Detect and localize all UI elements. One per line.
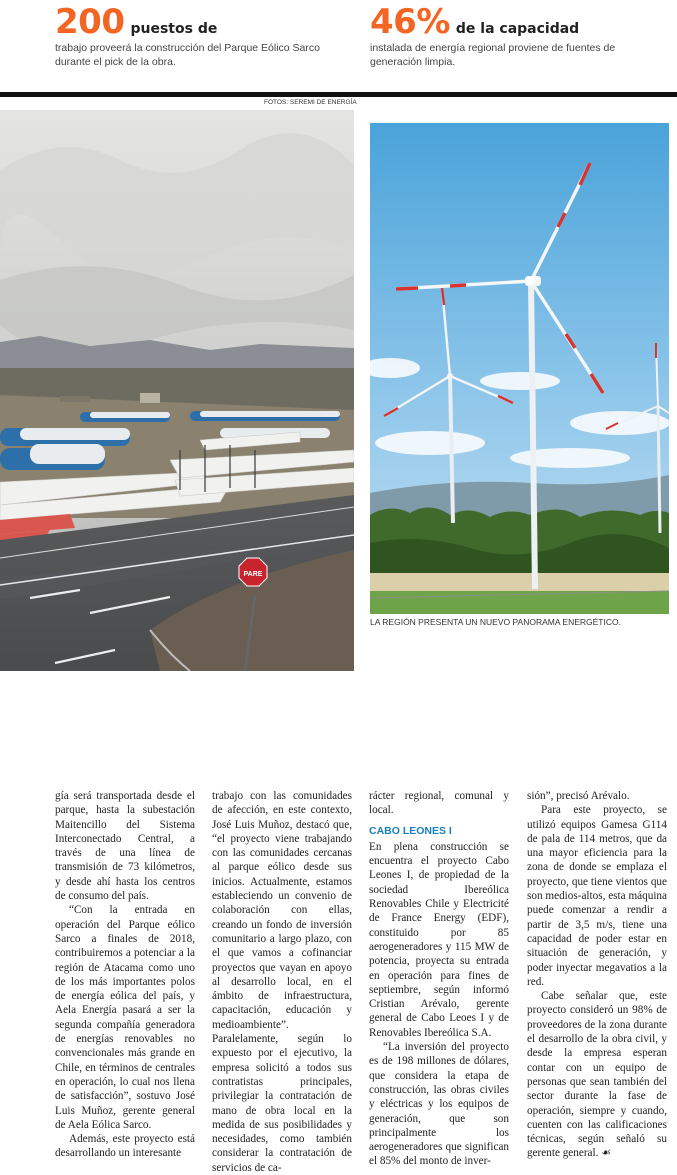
- article-column-4: [527, 789, 667, 1161]
- section-heading: CABO LEONES I: [369, 824, 452, 837]
- paragraph: Cabe señalar que, este proyecto consideró un 98% de proveedores de la zona durante el desarrollo de la obra civil, y desde la empresa esperan contar con un equipo de personas que sean también del sector durante la fase de operación, siempre y cuando, cuenten con las calificaciones técnicas, según señaló su gerente general. ☙: [527, 990, 667, 1160]
- paragraph: sión”, precisó Arévalo.: [527, 790, 630, 802]
- photo-illustration: [0, 110, 354, 671]
- article-column-1: [55, 789, 195, 1161]
- article-column-3: [369, 789, 509, 1169]
- paragraph: trabajo con las comunidades de afección, en este contexto, José Luis Muñoz, destacó que, “el proyecto viene trabajando con las comunidades cercanas al parque eólico desde sus inicios. Actualmente, estamos estableciendo un convenio de colaboración con ellas, creando un fondo de inversión comunitario a largo plazo, con el que vamos a cofinanciar proyectos que vayan en apoyo al desarrollo local, en el ámbito de infraestructura, capacitación, educación y medioambiente”. Paralelamente, según lo expuesto por el ejecutivo, la empresa solicitó a todos sus contratistas principales, privilegiar la contratación de mano de obra local en la medida de sus posibilidades y necesidades, como también considerar la contratación de servicios de ca-: [212, 790, 352, 1174]
- stat-lead: de la capacidad: [455, 21, 580, 37]
- stat-capacity: [370, 4, 670, 69]
- photo-credit: FOTOS: SEREMI DE ENERGÍA: [264, 99, 357, 106]
- stat-description: trabajo proveerá la construcción del Parque Eólico Sarco durante el pick de la obra.: [55, 42, 320, 68]
- paragraph: Además, este proyecto está desarrollando un interesante: [55, 1133, 195, 1160]
- paragraph: En plena construcción se encuentra el proyecto Cabo Leones I, de propiedad de la sociedad Ibereólica Renovables Chile y Electricité de France Energy (EDF), constituido por 85 aerogeneradores y 115 MW de potencia, proyecta su entrada en operación para fines de septiembre, según informó Cristian Arévalo, gerente general de Cabo Leoes I y de Renovables Ibereólica S.A.: [369, 840, 509, 1039]
- paragraph: Para este proyecto, se utilizó equipos Gamesa G114 de pala de 114 metros, que da una mayor eficiencia para la zona de donde se emplaza el proyecto, que tiene vientos que son medios-altos, esta máquina puede comenzar a rendir a partir de 3,5 m/s, tiene una capacidad de poder estar en situación de generación, y poder inyectar megavatios a la red.: [527, 804, 667, 988]
- photo-caption: LA REGIÓN PRESENTA UN NUEVO PANORAMA ENERGÉTICO.: [370, 617, 621, 627]
- stat-lead: puestos de: [130, 21, 218, 37]
- stat-number: 46%: [370, 2, 450, 42]
- stat-number: 200: [55, 2, 125, 42]
- stat-description: instalada de energía regional proviene de fuentes de generación limpia.: [370, 42, 616, 68]
- paragraph: “La inversión del proyecto es de 198 millones de dólares, que considera la etapa de construcción, las obras civiles y eléctricas y los equipos de generación, que son principalmente los aerogeneradores que significan el 85% del monto de inver-: [369, 1041, 509, 1168]
- paragraph: gía será transportada desde el parque, hasta la subestación Maitencillo del Sistema Interconectado Central, a través de una línea de transmisión de 73 kilómetros, y desde ahí hasta los centros de consumo del país.: [55, 790, 195, 903]
- photo-illustration: [370, 123, 669, 614]
- stop-sign-text: PARE: [243, 571, 263, 578]
- section-divider: [0, 92, 677, 97]
- photo-wind-turbines: [370, 123, 669, 614]
- article-column-2: [212, 789, 352, 1175]
- paragraph: rácter regional, comunal y local.: [369, 790, 509, 817]
- paragraph: “Con la entrada en operación del Parque eólico Sarco a finales de 2018, contribuiremos a potenciar a la región de Atacama como uno de los más importantes polos de energía eólica del país, y Aela Energía pasará a ser la segunda compañía generadora de energías renovables no convencionales más grande en Chile, en términos de centrales en operación, lo cual nos llena de satisfacción”, sostuvo José Luis Muñoz, gerente general de Aela Eólica Sarco.: [55, 904, 195, 1131]
- photo-turbine-blades-yard: [0, 110, 354, 671]
- stat-jobs: [55, 4, 355, 69]
